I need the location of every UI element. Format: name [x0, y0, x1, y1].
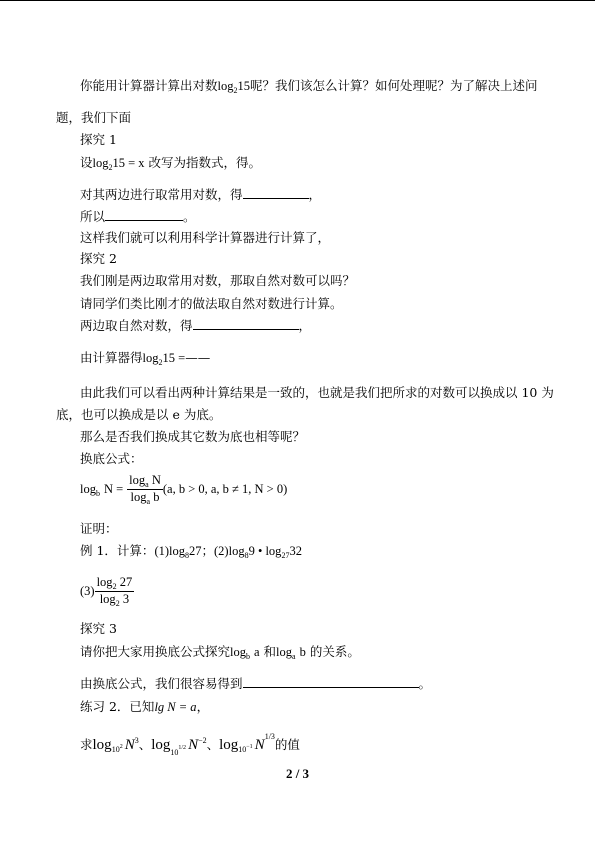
- log-arg: 15: [237, 79, 250, 93]
- question-text: 求: [80, 737, 93, 752]
- fraction-numerator: [127, 473, 163, 490]
- log-base: b: [246, 652, 250, 661]
- calc-line: 这样我们就可以利用科学计算器进行计算了，: [80, 230, 331, 245]
- log-base: 2: [115, 599, 120, 608]
- separator: ；: [201, 543, 215, 558]
- so-text: 所以: [80, 209, 106, 224]
- change-of-base-formula: [80, 473, 287, 506]
- log-arg: 32: [289, 544, 302, 558]
- result-dash: ——: [185, 350, 211, 365]
- relation-text-2: 的关系。: [309, 644, 360, 659]
- paragraph-intro: [80, 78, 538, 96]
- log-symbol: log: [219, 737, 239, 753]
- intro-text-2: 呢？我们该怎么计算？如何处理呢？为了解决上述问: [250, 78, 538, 93]
- log-base: 10: [238, 745, 247, 754]
- common-log-text: 对其两边进行取常用对数，得: [80, 187, 243, 202]
- answer-blank-2[interactable]: [105, 209, 183, 221]
- log-symbol: log: [151, 737, 171, 753]
- natural-log-question: 我们刚是两边取常用对数，那取自然对数可以吗？: [80, 273, 356, 288]
- log-base: 10: [170, 748, 179, 757]
- example-fraction: [95, 575, 135, 608]
- log-base: a: [292, 652, 296, 661]
- log-base: 2: [158, 358, 163, 367]
- log-symbol: log: [92, 156, 109, 170]
- formula-title: 换底公式：: [80, 451, 143, 466]
- log-symbol: log: [130, 490, 147, 504]
- log-symbol: (2)log: [214, 544, 245, 558]
- log-arg: b: [299, 645, 306, 659]
- natural-log-line: [80, 318, 311, 334]
- log-base: a: [145, 480, 149, 489]
- arg-exponent: 1/3: [264, 732, 275, 741]
- answer-blank-4[interactable]: [243, 676, 419, 688]
- log-symbol: log: [217, 79, 234, 93]
- conclusion-line-2: 底，也可以换成是以 e 为底。: [56, 407, 222, 422]
- comma: ，: [196, 699, 210, 714]
- log-expr: 9 • log: [248, 544, 282, 558]
- conclusion-line-1: 由此我们可以看出两种计算结果是一致的，也就是我们把所求的对数可以换成以 10 为: [80, 385, 554, 400]
- explore-3-heading: 探究 3: [80, 621, 117, 636]
- log-arg: N: [254, 737, 265, 753]
- given-expression: lg N = a: [154, 700, 197, 714]
- example-1-part-3: [80, 575, 134, 608]
- calc-result-line: [80, 350, 210, 368]
- so-line: [80, 209, 196, 225]
- log-arg: a: [253, 645, 260, 659]
- log-expr: 15 = x: [112, 156, 145, 170]
- log-arg: N: [151, 473, 161, 487]
- log-arg: b: [153, 490, 160, 504]
- log-base: 10: [111, 745, 120, 754]
- practice-2-question: [80, 732, 300, 757]
- arg-exponent: 3: [134, 736, 139, 745]
- log-expr: 15 =: [162, 351, 186, 365]
- explore-2-heading: 探究 2: [80, 251, 117, 266]
- log-base: 2: [233, 86, 238, 95]
- relation-text: 请你把大家用换底公式探究: [80, 644, 231, 659]
- log-base: 27: [281, 551, 290, 560]
- analogy-line: 请同学们类比刚才的做法取自然对数进行计算。: [80, 296, 343, 311]
- fraction-numerator: [95, 575, 135, 592]
- log-symbol: log: [129, 473, 146, 487]
- set-line: [80, 155, 261, 173]
- fraction-denominator: [98, 592, 131, 608]
- log-base: 8: [185, 551, 189, 560]
- base-exponent: −1: [246, 744, 253, 750]
- log-symbol: log: [96, 575, 113, 589]
- base-exponent: 2: [119, 744, 123, 750]
- period: 。: [183, 209, 196, 224]
- set-text: 设: [80, 155, 93, 170]
- example-1-line: [80, 543, 302, 561]
- practice-2-line: [80, 699, 209, 715]
- base-exponent: 1/2: [178, 745, 187, 751]
- log-symbol: log: [80, 482, 96, 496]
- example-label: 例 1．计算：: [80, 543, 155, 558]
- log-arg: 27: [119, 575, 133, 589]
- fraction-denominator: [129, 490, 162, 506]
- easy-get-text: 由换底公式，我们很容易得到: [80, 676, 243, 691]
- and-text: 和: [263, 644, 277, 659]
- calc-result-text: 由计算器得: [80, 350, 143, 365]
- log-base: 2: [108, 163, 113, 172]
- page-number: 2 / 3: [285, 766, 310, 781]
- arg-exponent: −2: [198, 736, 207, 745]
- log-base: 2: [112, 582, 117, 591]
- formula-fraction: [127, 473, 163, 506]
- log-arg: N =: [103, 482, 124, 496]
- log-base: b: [95, 489, 100, 498]
- log-symbol: log: [142, 351, 159, 365]
- part-label: (3): [80, 584, 95, 598]
- separator: 、: [206, 737, 220, 752]
- log-symbol: log: [230, 645, 246, 659]
- log-base: a: [146, 497, 151, 506]
- question-text-2: 的值: [274, 737, 300, 752]
- log-base: 8: [244, 551, 249, 560]
- log-symbol: log: [99, 592, 116, 606]
- practice-label: 练习 2．已知: [80, 699, 155, 714]
- log-arg: 3: [122, 592, 130, 606]
- relation-line: [80, 644, 360, 662]
- explore-1-heading: 探究 1: [80, 132, 117, 147]
- log-arg: N: [188, 737, 199, 753]
- answer-blank-1[interactable]: [243, 187, 309, 199]
- natural-log-text: 两边取自然对数，得: [80, 318, 193, 333]
- log-symbol: (1)log: [154, 544, 185, 558]
- easy-get-line: [80, 676, 431, 692]
- log-arg: N: [124, 737, 135, 753]
- formula-conditions: (a, b > 0, a, b ≠ 1, N > 0): [162, 482, 288, 496]
- comma: ，: [308, 187, 322, 202]
- top-rule: [0, 0, 595, 1]
- separator: 、: [138, 737, 152, 752]
- log-symbol: log: [92, 737, 112, 753]
- proof-label: 证明：: [80, 521, 118, 536]
- question-line: 那么是否我们换成其它数为底也相等呢？: [80, 429, 306, 444]
- set-text-2: 改写为指数式，得。: [148, 155, 262, 170]
- comma: ，: [298, 318, 312, 333]
- intro-text: 你能用计算器计算出对数: [80, 78, 218, 93]
- log-arg: 27: [189, 544, 202, 558]
- common-log-line: [80, 187, 321, 203]
- answer-blank-3[interactable]: [193, 318, 299, 330]
- period: 。: [418, 676, 432, 691]
- log-symbol: log: [276, 645, 293, 659]
- paragraph-intro-cont: 题，我们下面: [56, 110, 132, 125]
